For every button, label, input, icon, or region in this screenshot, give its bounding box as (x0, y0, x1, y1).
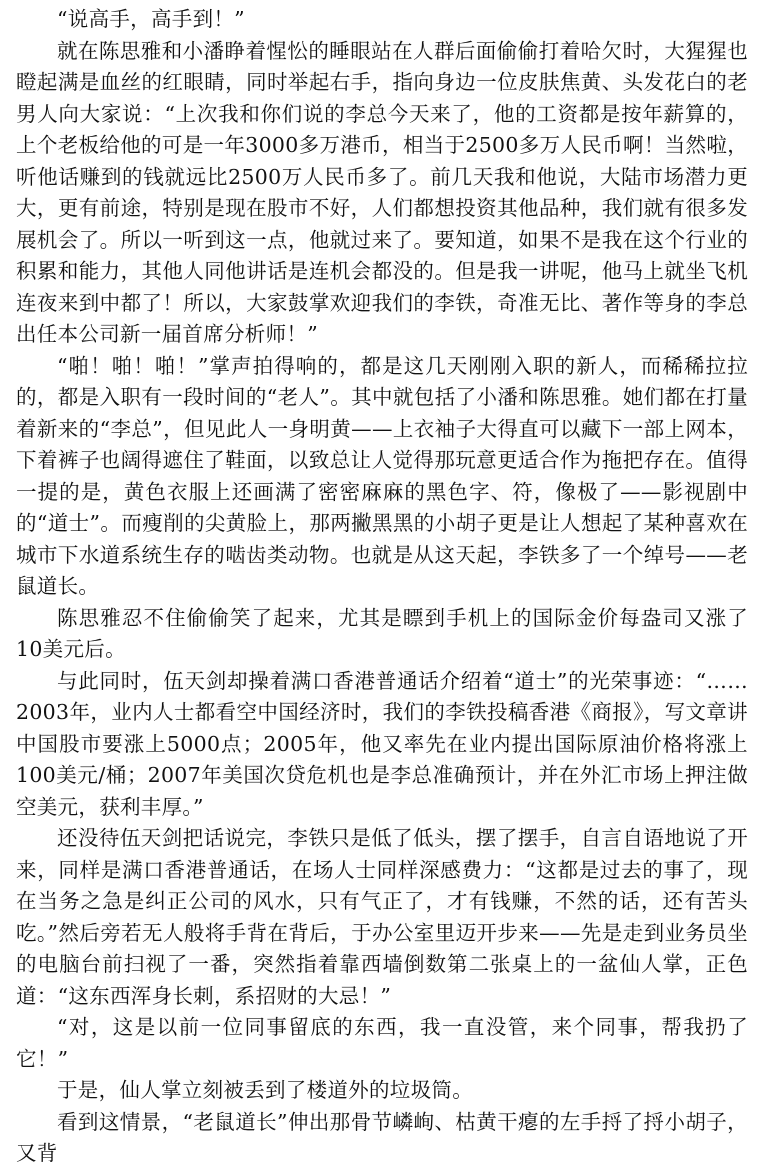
paragraph-li-tie-fengshui: 还没待伍天剑把话说完，李铁只是低了低头，摆了摆手，自言自语地说了开来，同样是满口香港普通话，在场人士同样深感费力：“这都是过去的事了，现在当务之急是纠正公司的风水，只有气正了，才有钱赚，不然的话，还有苦头吃。”然后旁若无人般将手背在背后，于办公室里迈开步来——先是走到业务员坐的电脑台前扫视了一番，突然指着靠西墙倒数第二张桌上的一盆仙人掌，正色道：“这东西浑身长刺，系招财的大忌！” (16, 826, 748, 1008)
paragraph-opening-quote: “说高手，高手到！” (57, 7, 245, 31)
paragraph-applause-description: “啪！啪！啪！”掌声拍得响的，都是这几天刚刚入职的新人，而稀稀拉拉的，都是入职有一段时间的“老人”。其中就包括了小潘和陈思雅。她们都在打量着新来的“李总”，但见此人一身明黄——上衣袖子大得直可以藏下一部上网本，下着裤子也阔得遮住了鞋面，以致总让人觉得那玩意更适合作为拖把存在。值得一提的是，黄色衣服上还画满了密密麻麻的黑色字、符，像极了——影视剧中的“道士”。而瘦削的尖黄脸上，那两撇黑黑的小胡子更是让人想起了某种喜欢在城市下水道系统生存的啮齿类动物。也就是从这天起，李铁多了一个绰号——老鼠道长。 (16, 353, 748, 598)
paragraph-introduction-speech: 就在陈思雅和小潘睁着惺忪的睡眼站在人群后面偷偷打着哈欠时，大猩猩也瞪起满是血丝的红眼睛，同时举起右手，指向身边一位皮肤焦黄、头发花白的老男人向大家说：“上次我和你们说的李总今天来了，他的工资都是按年薪算的，上个老板给他的可是一年3000多万港币，相当于2500多万人民币啊！当然啦，听他话赚到的钱就远比2500万人民币多了。前几天我和他说，大陆市场潜力更大，更有前途，特别是现在股市不好，人们都想投资其他品种，我们就有很多发展机会了。所以一听到这一点，他就过来了。要知道，如果不是我在这个行业的积累和能力，其他人同他讲话是连机会都没的。但是我一讲呢，他马上就坐飞机连夜来到中都了！所以，大家鼓掌欢迎我们的李铁，奇准无比、著作等身的李总出任本公司新一届首席分析师！” (16, 38, 748, 346)
paragraph-wu-tianjian-introduction: 与此同时，伍天剑却操着满口香港普通话介绍着“道士”的光荣事迹：“……2003年，业内人士都看空中国经济时，我们的李铁投稿香港《商报》，写文章讲中国股市要涨上5000点；2005年，他又率先在业内提出国际原油价格将涨上100美元/桶；2007年美国次贷危机也是李总准确预计，并在外汇市场上押注做空美元，获利丰厚。” (16, 668, 748, 819)
paragraph-colleague-reply: “对，这是以前一位同事留底的东西，我一直没管，来个同事，帮我扔了它！” (16, 1015, 748, 1071)
paragraph-chen-siya-laughs: 陈思雅忍不住偷偷笑了起来，尤其是瞟到手机上的国际金价每盎司又涨了10美元后。 (16, 605, 748, 661)
paragraph-cactus-discarded: 于是，仙人掌立刻被丢到了楼道外的垃圾筒。 (57, 1078, 473, 1102)
paragraph-rat-taoist-gesture: 看到这情景，“老鼠道长”伸出那骨节嶙峋、枯黄干瘪的左手捋了捋小胡子，又背 (16, 1109, 748, 1165)
